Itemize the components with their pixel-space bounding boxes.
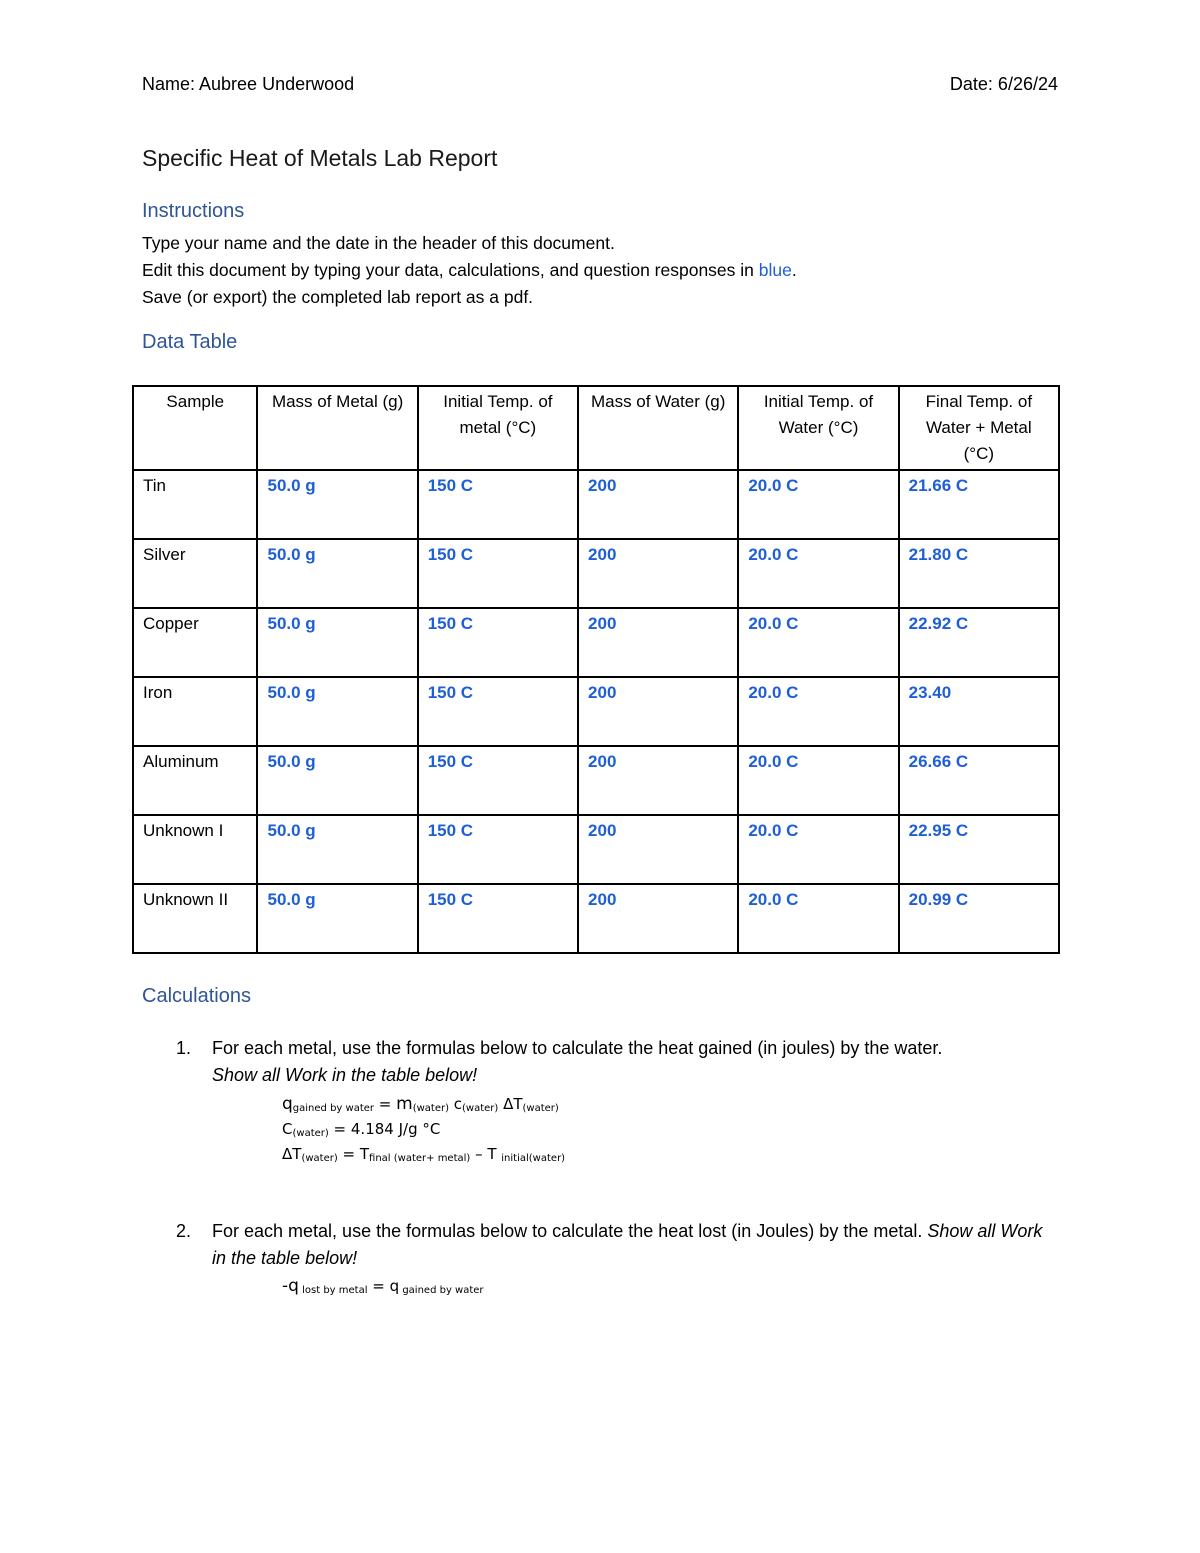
formula-equals: = <box>374 1095 397 1113</box>
sample-cell: Copper <box>133 608 257 677</box>
page-header <box>142 74 1058 98</box>
page-title: Specific Heat of Metals Lab Report <box>142 145 498 171</box>
item-italic-note: Show all Work in the table below! <box>212 1065 478 1085</box>
formula-subscript: gained by water <box>399 1285 484 1296</box>
value-cell: 150 C <box>418 608 578 677</box>
value-cell: 200 <box>578 677 738 746</box>
table-row <box>133 677 1059 746</box>
calculations-heading: Calculations <box>142 985 251 1007</box>
value-cell: 200 <box>578 608 738 677</box>
value-cell: 20.0 C <box>738 746 898 815</box>
instruction-line-1: Type your name and the date in the header of this document. <box>142 233 615 253</box>
formula-minus: – T <box>470 1145 502 1163</box>
value-cell: 150 C <box>418 470 578 539</box>
formula-delta-t <box>282 1142 565 1171</box>
table-row <box>133 539 1059 608</box>
value-cell: 50.0 g <box>257 815 417 884</box>
sample-cell: Silver <box>133 539 257 608</box>
value-cell: 50.0 g <box>257 608 417 677</box>
table-row <box>133 470 1059 539</box>
value-cell: 50.0 g <box>257 677 417 746</box>
column-header: Final Temp. of Water + Metal (°C) <box>899 386 1059 470</box>
formula-symbol: c <box>448 1095 462 1113</box>
value-cell: 20.0 C <box>738 608 898 677</box>
blue-word: blue <box>758 260 792 280</box>
column-header: Initial Temp. of metal (°C) <box>418 386 578 470</box>
value-cell: 50.0 g <box>257 470 417 539</box>
table-row <box>133 815 1059 884</box>
formula-subscript: (water) <box>292 1128 329 1139</box>
sample-cell: Iron <box>133 677 257 746</box>
value-cell: 200 <box>578 884 738 953</box>
value-cell: 150 C <box>418 815 578 884</box>
sample-cell: Unknown II <box>133 884 257 953</box>
item-text: For each metal, use the formulas below to calculate the heat gained (in joules) by the water. <box>212 1038 943 1058</box>
formula-value: = 4.184 J/g °C <box>328 1120 441 1138</box>
table-row <box>133 746 1059 815</box>
value-cell: 50.0 g <box>257 746 417 815</box>
item-number: 2. <box>176 1221 192 1241</box>
formula-subscript: (water) <box>522 1103 559 1114</box>
item-number: 1. <box>176 1038 192 1058</box>
value-cell: 22.92 C <box>899 608 1059 677</box>
value-cell: 150 C <box>418 539 578 608</box>
column-header: Initial Temp. of Water (°C) <box>738 386 898 470</box>
value-cell: 200 <box>578 746 738 815</box>
value-cell: 200 <box>578 539 738 608</box>
column-header: Sample <box>133 386 257 470</box>
instruction-line-2 <box>142 257 797 284</box>
instructions-text <box>142 230 797 311</box>
formula-equals: = T <box>337 1145 370 1163</box>
formula-symbol: ΔT <box>498 1095 523 1113</box>
formula-subscript: initial(water) <box>501 1153 566 1164</box>
formula-subscript: (water) <box>301 1153 338 1164</box>
value-cell: 21.66 C <box>899 470 1059 539</box>
value-cell: 26.66 C <box>899 746 1059 815</box>
sample-cell: Tin <box>133 470 257 539</box>
item-italic-note: Show all Work in the table below! <box>212 1221 1043 1268</box>
formula-symbol: ΔT <box>282 1145 302 1163</box>
student-name: Name: Aubree Underwood <box>142 74 355 94</box>
formula-equals: = q <box>367 1277 400 1295</box>
value-cell: 20.0 C <box>738 470 898 539</box>
formula-subscript: (water) <box>412 1103 449 1114</box>
calculation-item-1 <box>142 1035 1058 1089</box>
item-text-main: For each metal, use the formulas below to calculate the heat lost (in Joules) by the metal. <box>212 1221 928 1241</box>
column-header: Mass of Water (g) <box>578 386 738 470</box>
formula-symbol: C <box>282 1120 293 1138</box>
instruction-line-2-period: . <box>791 260 797 280</box>
formula-subscript: (water) <box>462 1103 499 1114</box>
formula-subscript: gained by water <box>292 1103 375 1114</box>
formula-subscript: lost by metal <box>298 1285 368 1296</box>
item-text <box>212 1218 1058 1272</box>
value-cell: 150 C <box>418 746 578 815</box>
value-cell: 150 C <box>418 884 578 953</box>
value-cell: 200 <box>578 815 738 884</box>
value-cell: 20.0 C <box>738 677 898 746</box>
value-cell: 20.99 C <box>899 884 1059 953</box>
value-cell: 20.0 C <box>738 539 898 608</box>
instructions-heading: Instructions <box>142 200 245 222</box>
instruction-line-2-text: Edit this document by typing your data, calculations, and question responses in <box>142 260 759 280</box>
value-cell: 22.95 C <box>899 815 1059 884</box>
formula-symbol: m <box>396 1094 413 1114</box>
value-cell: 23.40 <box>899 677 1059 746</box>
calc-item-body <box>142 1035 1058 1089</box>
formula-heat-lost <box>282 1274 484 1303</box>
table-row <box>133 608 1059 677</box>
table-row <box>133 884 1059 953</box>
calculation-item-2 <box>142 1218 1058 1272</box>
table-header-row <box>133 386 1059 470</box>
value-cell: 200 <box>578 470 738 539</box>
formula-symbol: -q <box>282 1276 299 1296</box>
formula-subscript: final (water+ metal) <box>369 1153 471 1164</box>
formula-symbol: q <box>282 1094 293 1114</box>
value-cell: 50.0 g <box>257 884 417 953</box>
sample-cell: Unknown I <box>133 815 257 884</box>
value-cell: 150 C <box>418 677 578 746</box>
calc-item-body <box>142 1218 1058 1272</box>
value-cell: 21.80 C <box>899 539 1059 608</box>
column-header: Mass of Metal (g) <box>257 386 417 470</box>
data-table <box>132 385 1060 954</box>
value-cell: 20.0 C <box>738 884 898 953</box>
sample-cell: Aluminum <box>133 746 257 815</box>
data-table-heading: Data Table <box>142 331 238 353</box>
instruction-line-3: Save (or export) the completed lab report as a pdf. <box>142 287 534 307</box>
value-cell: 50.0 g <box>257 539 417 608</box>
report-date: Date: 6/26/24 <box>949 74 1058 94</box>
value-cell: 20.0 C <box>738 815 898 884</box>
